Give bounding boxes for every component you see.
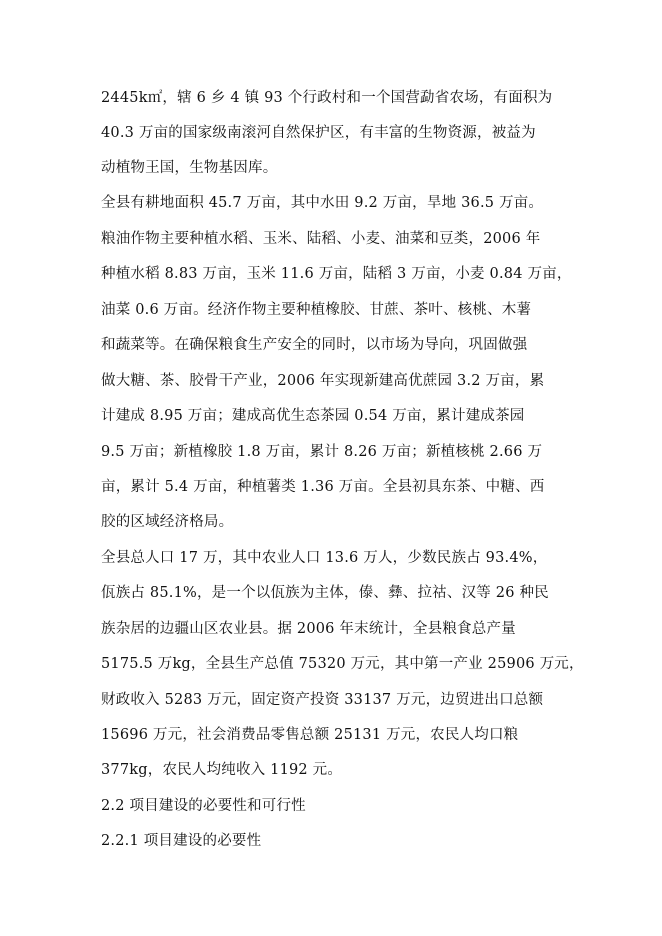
text-line: 油菜 0.6 万亩。经济作物主要种植橡胶、甘蔗、茶叶、核桃、木薯: [101, 302, 532, 318]
text-line: 2445k㎡，辖 6 乡 4 镇 93 个行政村和一个国营勐省农场，有面积为: [101, 90, 553, 106]
text-line: 40.3 万亩的国家级南滚河自然保护区，有丰富的生物资源，被益为: [101, 125, 536, 141]
text-line: 胶的区域经济格局。: [101, 514, 234, 530]
text-line: 财政收入 5283 万元，固定资产投资 33137 万元，边贸进出口总额: [101, 692, 544, 708]
text-line: 全县总人口 17 万，其中农业人口 13.6 万人，少数民族占 93.4%，: [101, 550, 548, 566]
text-line: 粮油作物主要种植水稻、玉米、陆稻、小麦、油菜和豆类，2006 年: [101, 231, 541, 247]
text-line: 和蔬菜等。在确保粮食生产安全的同时，以市场为导向，巩固做强: [101, 337, 528, 353]
section-heading-2-2-1: 2.2.1 项目建设的必要性: [101, 833, 262, 849]
text-line: 亩，累计 5.4 万亩，种植薯类 1.36 万亩。全县初具东茶、中糖、西: [101, 479, 545, 495]
text-line: 动植物王国，生物基因库。: [101, 160, 278, 176]
text-line: 族杂居的边疆山区农业县。据 2006 年末统计，全县粮食总产量: [101, 621, 516, 637]
text-line: 计建成 8.95 万亩；建成高优生态茶园 0.54 万亩，累计建成茶园: [101, 408, 525, 424]
text-line: 种植水稻 8.83 万亩，玉米 11.6 万亩，陆稻 3 万亩，小麦 0.84 万亩，: [101, 266, 572, 282]
text-line: 全县有耕地面积 45.7 万亩，其中水田 9.2 万亩，旱地 36.5 万亩。: [101, 195, 544, 211]
section-heading-2-2: 2.2 项目建设的必要性和可行性: [101, 798, 306, 814]
text-line: 15696 万元，社会消费品零售总额 25131 万元，农民人均口粮: [101, 727, 519, 743]
text-line: 9.5 万亩；新植橡胶 1.8 万亩，累计 8.26 万亩；新植核桃 2.66 万: [101, 444, 543, 460]
text-line: 377kg，农民人均纯收入 1192 元。: [101, 762, 343, 778]
text-line: 做大糖、茶、胶骨干产业，2006 年实现新建高优蔗园 3.2 万亩，累: [101, 373, 545, 389]
text-line: 佤族占 85.1%，是一个以佤族为主体，傣、彝、拉祜、汉等 26 种民: [101, 585, 549, 601]
text-line: 5175.5 万kg，全县生产总值 75320 万元，其中第一产业 25906 万元，: [101, 656, 584, 672]
